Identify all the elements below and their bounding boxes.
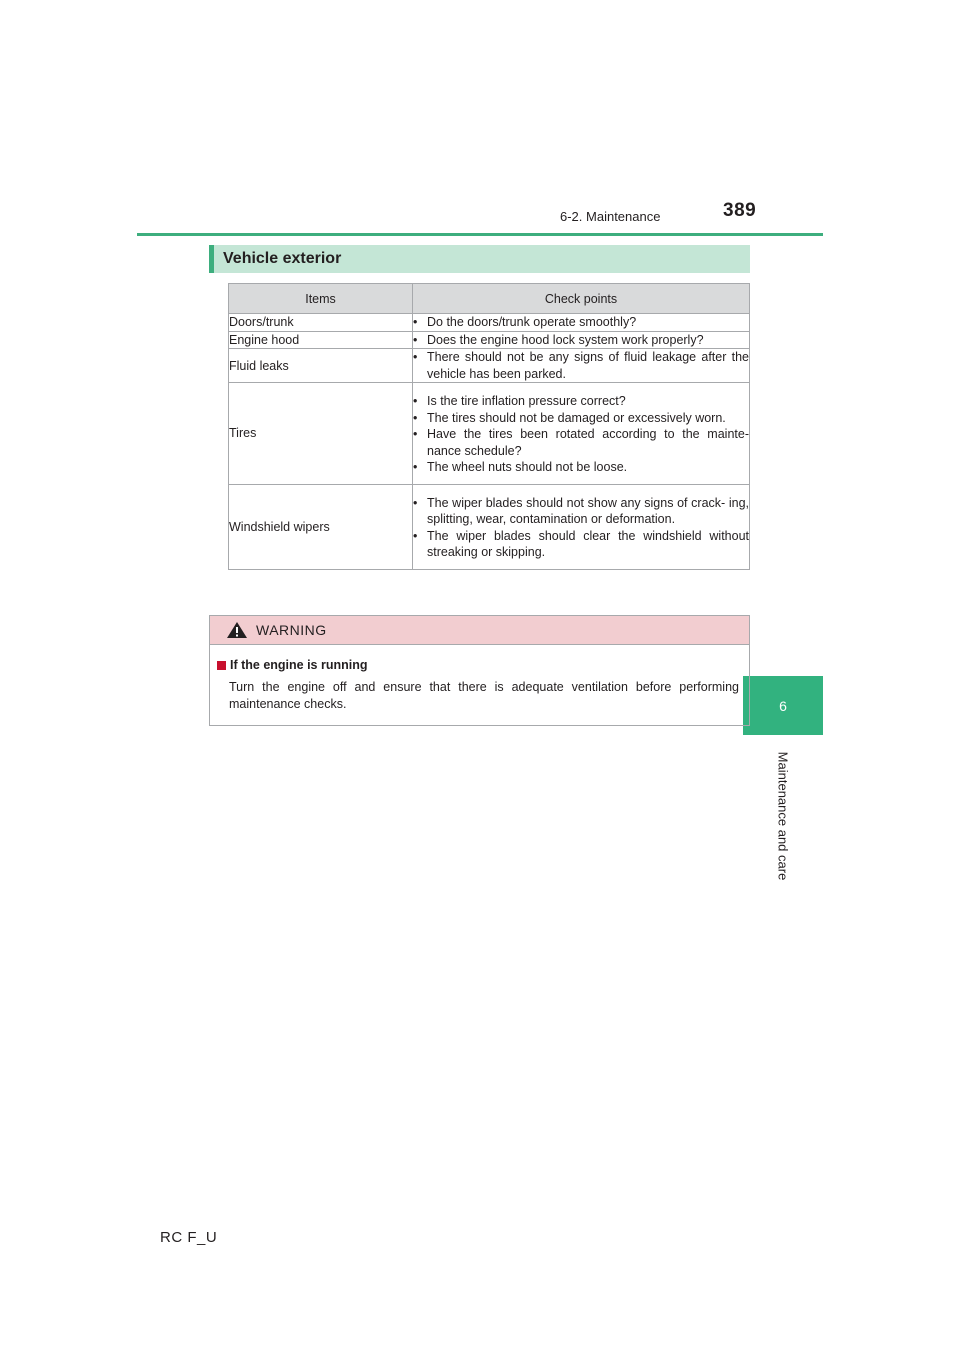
warning-header (210, 616, 749, 645)
warning-box (209, 615, 750, 726)
table-header-row (229, 284, 750, 314)
check-point: • Do the doors/trunk operate smoothly? (413, 314, 749, 331)
warning-text: Turn the engine off and ensure that there is adequate ventilation before performing maintenance checks. (229, 680, 739, 711)
check-points-table (228, 283, 750, 570)
table-row (229, 349, 750, 383)
check-point: • The tires should not be damaged or excessively worn. (413, 410, 749, 427)
item-cell: Engine hood (229, 331, 413, 349)
warning-subheading (217, 658, 739, 672)
column-header-items: Items (229, 284, 413, 314)
chapter-title: Maintenance and care (775, 751, 791, 881)
section-title-text: Vehicle exterior (223, 250, 342, 267)
item-cell: Doors/trunk (229, 314, 413, 332)
check-point: • The wiper blades should clear the windshield without streaking or skipping. (413, 528, 749, 561)
check-points-cell (413, 314, 750, 332)
check-point: • Does the engine hood lock system work properly? (413, 332, 749, 349)
warning-body (210, 645, 749, 713)
footer-model-code: RC F_U (160, 1229, 218, 1246)
warning-label: WARNING (256, 622, 327, 638)
header-rule (137, 233, 823, 236)
check-point: • The wheel nuts should not be loose. (413, 459, 749, 476)
chapter-tab (743, 676, 823, 735)
table-row (229, 383, 750, 485)
check-point: • The wiper blades should not show any signs of crack- ing, splitting, wear, contamination or deformation. (413, 495, 749, 528)
warning-subheading-text: If the engine is running (230, 658, 368, 672)
running-header-section: 6-2. Maintenance (560, 209, 661, 224)
column-header-check-points: Check points (413, 284, 750, 314)
check-point: • There should not be any signs of fluid leakage after the vehicle has been parked. (413, 349, 749, 382)
check-points-cell (413, 331, 750, 349)
check-points-cell (413, 383, 750, 485)
check-point: • Is the tire inflation pressure correct? (413, 393, 749, 410)
chapter-number: 6 (779, 697, 787, 714)
check-points-cell (413, 349, 750, 383)
red-square-icon (217, 661, 226, 670)
page-number: 389 (723, 200, 757, 221)
item-cell: Tires (229, 383, 413, 485)
table-row (229, 484, 750, 569)
section-title (209, 245, 750, 273)
check-point: • Have the tires been rotated according to the mainte- nance schedule? (413, 426, 749, 459)
table-row (229, 331, 750, 349)
table-row (229, 314, 750, 332)
check-points-cell (413, 484, 750, 569)
item-cell: Fluid leaks (229, 349, 413, 383)
warning-triangle-icon (226, 621, 248, 639)
item-cell: Windshield wipers (229, 484, 413, 569)
